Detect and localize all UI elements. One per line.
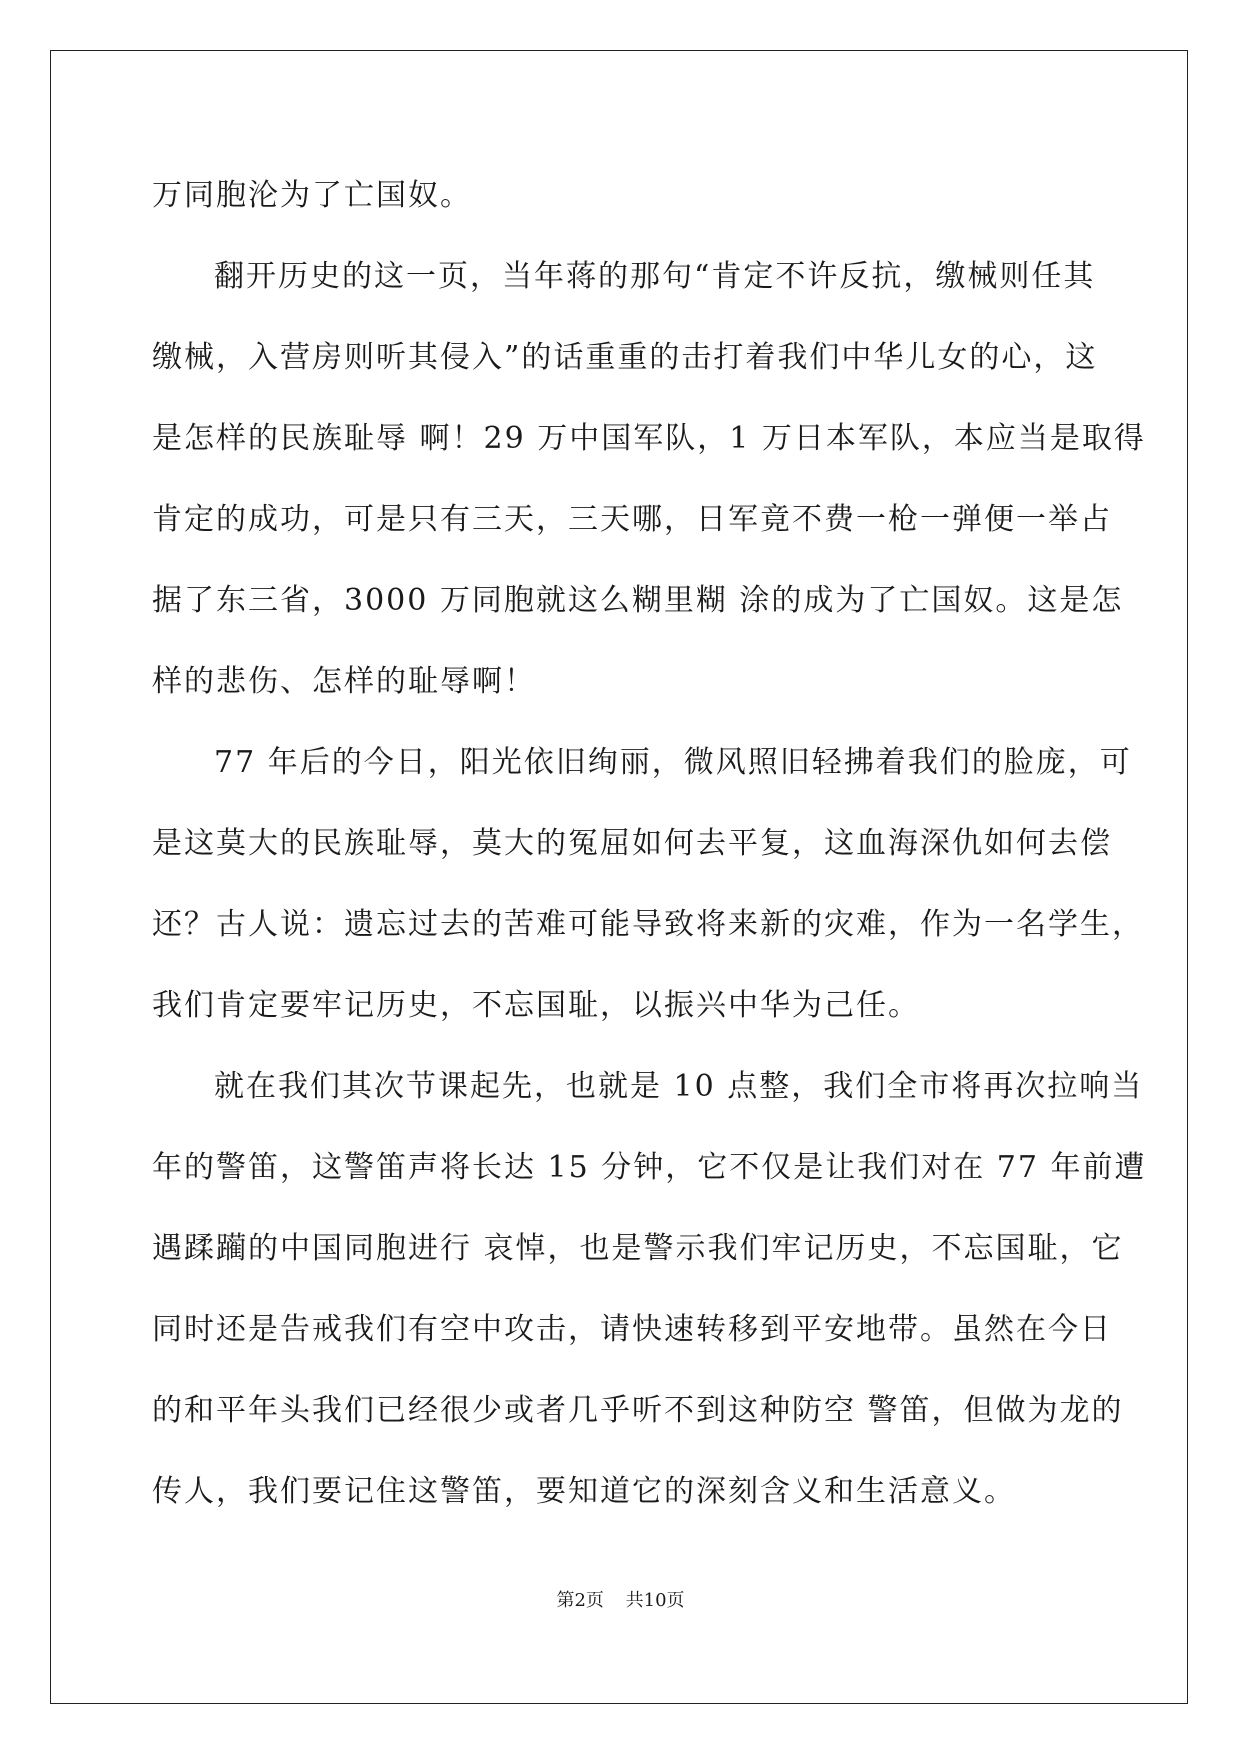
text-line: 是怎样的民族耻辱 啊！29 万中国军队，1 万日本军队，本应当是取得 <box>152 421 1146 456</box>
paragraph-start-line: 翻开历史的这一页，当年蒋的那句“肯定不许反抗，缴械则任其 <box>214 259 1096 294</box>
text-line: 是这莫大的民族耻辱，莫大的冤屈如何去平复，这血海深仇如何去偿 <box>152 826 1112 861</box>
text-line: 我们肯定要牢记历史，不忘国耻，以振兴中华为己任。 <box>152 988 920 1023</box>
text-line: 肯定的成功，可是只有三天，三天哪，日军竟不费一枪一弹便一举占 <box>152 502 1112 537</box>
text-line: 据了东三省，3000 万同胞就这么糊里糊 涂的成为了亡国奴。这是怎 <box>152 583 1124 618</box>
text-line: 万同胞沦为了亡国奴。 <box>152 178 472 213</box>
text-line: 样的悲伤、怎样的耻辱啊！ <box>152 664 536 699</box>
text-line: 传人，我们要记住这警笛，要知道它的深刻含义和生活意义。 <box>152 1474 1016 1509</box>
text-line: 的和平年头我们已经很少或者几乎听不到这种防空 警笛，但做为龙的 <box>152 1393 1124 1428</box>
paragraph-start-line: 77 年后的今日，阳光依旧绚丽，微风照旧轻拂着我们的脸庞，可 <box>214 745 1132 780</box>
text-line: 年的警笛，这警笛声将长达 15 分钟，它不仅是让我们对在 77 年前遭 <box>152 1150 1147 1185</box>
page-number: 第2页 <box>556 1590 604 1611</box>
page-total: 共10页 <box>625 1590 685 1611</box>
page-footer <box>0 1586 1241 1612</box>
text-line: 缴械，入营房则听其侵入”的话重重的击打着我们中华儿女的心，这 <box>152 340 1098 375</box>
text-line: 同时还是告戒我们有空中攻击，请快速转移到平安地带。虽然在今日 <box>152 1312 1112 1347</box>
document-body <box>152 155 1147 1532</box>
text-line: 还？古人说：遗忘过去的苦难可能导致将来新的灾难，作为一名学生， <box>152 907 1144 942</box>
text-line: 遇蹂躏的中国同胞进行 哀悼，也是警示我们牢记历史，不忘国耻，它 <box>152 1231 1124 1266</box>
paragraph-start-line: 就在我们其次节课起先，也就是 10 点整，我们全市将再次拉响当 <box>214 1069 1144 1104</box>
